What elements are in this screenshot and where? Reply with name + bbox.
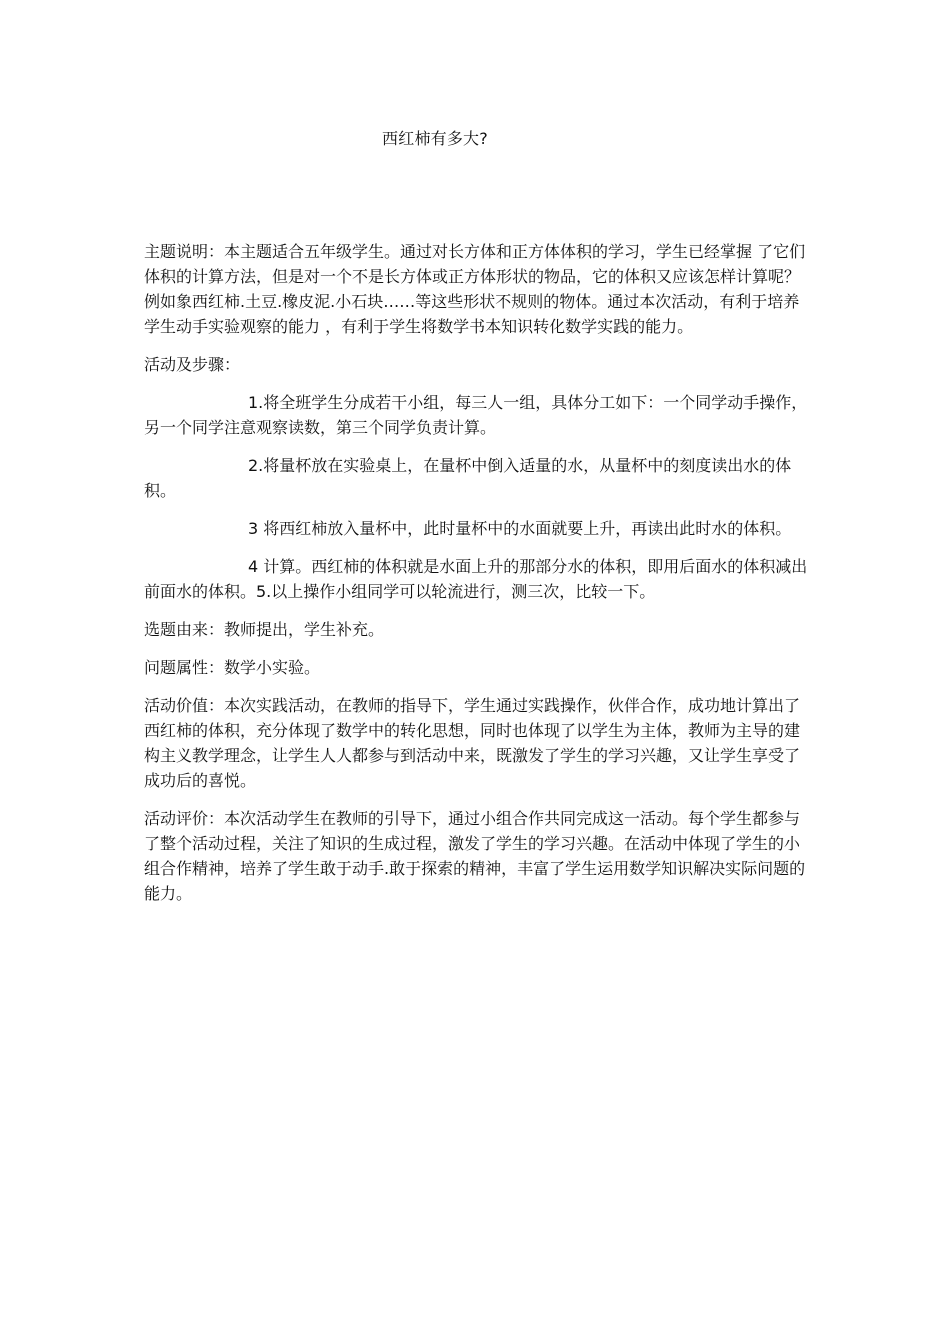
- steps-heading: 活动及步骤：: [144, 355, 241, 374]
- value-paragraph: 活动价值：本次实践活动，在教师的指导下，学生通过实践操作，伙伴合作，成功地计算出了西红柿的体积，充分体现了数学中的转化思想，同时也体现了以学生为主体，教师为主导的建构主义教学理念，让学生人人都参与到活动中来，既激发了学生的学习兴趣，又让学生享受了成功后的喜悦。: [144, 696, 801, 790]
- document-title: 西红柿有多大?: [382, 129, 488, 148]
- origin-paragraph: 选题由来：教师提出，学生补充。: [144, 620, 385, 639]
- step-4-paragraph: 4 计算。西红柿的体积就是水面上升的那部分水的体积，即用后面水的体积减出前面水的体积。5.以上操作小组同学可以轮流进行，测三次，比较一下。: [144, 557, 808, 601]
- attribute-paragraph: 问题属性：数学小实验。: [144, 658, 321, 677]
- evaluation-paragraph: 活动评价：本次活动学生在教师的引导下，通过小组合作共同完成这一活动。每个学生都参与了整个活动过程，关注了知识的生成过程，激发了学生的学习兴趣。在活动中体现了学生的小组合作精神，培养了学生敢于动手.敢于探索的精神，丰富了学生运用数学知识解决实际问题的能力。: [144, 809, 806, 903]
- step-2-paragraph: 2.将量杯放在实验桌上，在量杯中倒入适量的水，从量杯中的刻度读出水的体积。: [144, 456, 792, 500]
- intro-paragraph: 主题说明：本主题适合五年级学生。通过对长方体和正方体体积的学习，学生已经掌握 了它们体积的计算方法，但是对一个不是长方体或正方体形状的物品，它的体积又应该怎样计算呢？例如象西红柿.土豆.橡皮泥.小石块……等这些形状不规则的物体。通过本次活动，有利于培养学生动手实验观察的能力 ，有利于学生将数学书本知识转化数学实践的能力。: [144, 242, 806, 336]
- step-1-paragraph: 1.将全班学生分成若干小组，每三人一组，具体分工如下：一个同学动手操作，另一个同学注意观察读数，第三个同学负责计算。: [144, 393, 808, 437]
- document-body: [144, 239, 808, 919]
- step-3-paragraph: 3 将西红柿放入量杯中，此时量杯中的水面就要上升，再读出此时水的体积。: [248, 519, 792, 538]
